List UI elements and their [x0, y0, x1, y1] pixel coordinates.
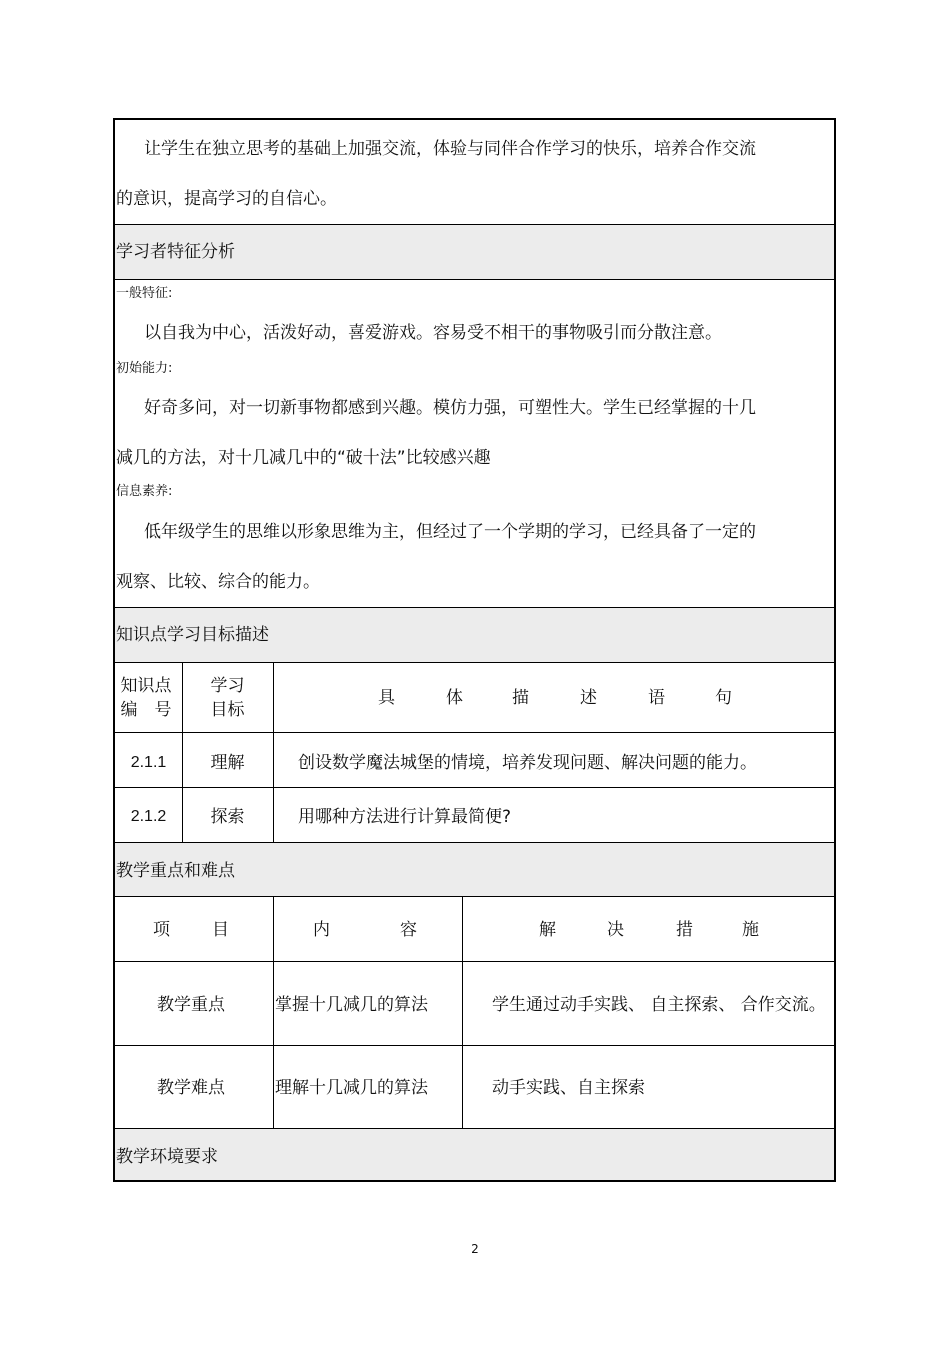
header-id-line-1: 知识点: [120, 676, 172, 696]
knowledge-id: 2.1.2: [130, 808, 167, 825]
info-line-1: 低年级学生的思维以形象思维为主，但经过了一个学期的学习，已经具备了一定的: [144, 522, 756, 542]
focus-solution: 动手实践、自主探索: [492, 1078, 645, 1098]
page-number: 2: [471, 1242, 479, 1256]
general-label: 一般特征:: [116, 286, 173, 301]
knowledge-heading: 知识点学习目标描述: [116, 625, 269, 645]
header-content-char: 容: [400, 920, 417, 940]
column-divider: [273, 896, 274, 1128]
section-shade: [115, 1129, 834, 1180]
header-desc-char: 具: [378, 688, 395, 708]
header-desc-char: 体: [446, 688, 463, 708]
focus-item: 教学重点: [157, 995, 225, 1015]
knowledge-desc: 用哪种方法进行计算最简便?: [298, 807, 512, 827]
info-line-2: 观察、比较、综合的能力。: [116, 572, 320, 592]
header-solution-char: 决: [607, 920, 624, 940]
initial-line-2: 减几的方法，对十几减几中的“破十法”比较感兴趣: [116, 448, 491, 468]
divider: [115, 732, 834, 733]
header-solution-char: 施: [742, 920, 759, 940]
focus-solution: 学生通过动手实践、 自主探索、 合作交流。: [492, 995, 826, 1015]
divider: [115, 961, 834, 962]
header-item-char: 目: [212, 920, 229, 940]
lesson-plan-table: [113, 118, 836, 1182]
header-content-char: 内: [313, 920, 330, 940]
column-divider: [273, 662, 274, 842]
knowledge-desc: 创设数学魔法城堡的情境，培养发现问题、解决问题的能力。: [298, 753, 757, 773]
divider: [115, 787, 834, 788]
header-desc-char: 语: [648, 688, 665, 708]
focus-content: 掌握十几减几的算法: [275, 995, 428, 1015]
divider: [115, 1045, 834, 1046]
environment-heading: 教学环境要求: [116, 1147, 218, 1167]
focus-content: 理解十几减几的算法: [275, 1078, 428, 1098]
focus-heading: 教学重点和难点: [116, 861, 235, 881]
intro-line-2: 的意识，提高学习的自信心。: [116, 189, 337, 209]
general-text: 以自我为中心，活泼好动，喜爱游戏。容易受不相干的事物吸引而分散注意。: [144, 323, 722, 343]
header-goal-line-2: 目标: [210, 700, 245, 720]
divider: [115, 279, 834, 280]
header-goal-line-1: 学习: [210, 676, 245, 696]
initial-label: 初始能力:: [116, 361, 173, 376]
knowledge-id: 2.1.1: [130, 754, 167, 771]
column-divider: [462, 896, 463, 1128]
intro-line-1: 让学生在独立思考的基础上加强交流，体验与同伴合作学习的快乐，培养合作交流: [144, 139, 756, 159]
header-solution-char: 解: [539, 920, 556, 940]
learner-heading: 学习者特征分析: [116, 242, 235, 262]
knowledge-goal: 探索: [210, 807, 245, 827]
divider: [115, 662, 834, 663]
initial-line-1: 好奇多问，对一切新事物都感到兴趣。模仿力强，可塑性大。学生已经掌握的十几: [144, 398, 756, 418]
focus-item: 教学难点: [157, 1078, 225, 1098]
header-solution-char: 措: [676, 920, 693, 940]
info-label: 信息素养:: [116, 484, 173, 499]
header-desc-char: 描: [512, 688, 529, 708]
divider: [115, 896, 834, 897]
header-id-line-2: 编 号: [120, 700, 172, 720]
header-desc-char: 述: [580, 688, 597, 708]
header-item-char: 项: [153, 920, 170, 940]
header-desc-char: 句: [715, 688, 732, 708]
knowledge-goal: 理解: [210, 753, 245, 773]
